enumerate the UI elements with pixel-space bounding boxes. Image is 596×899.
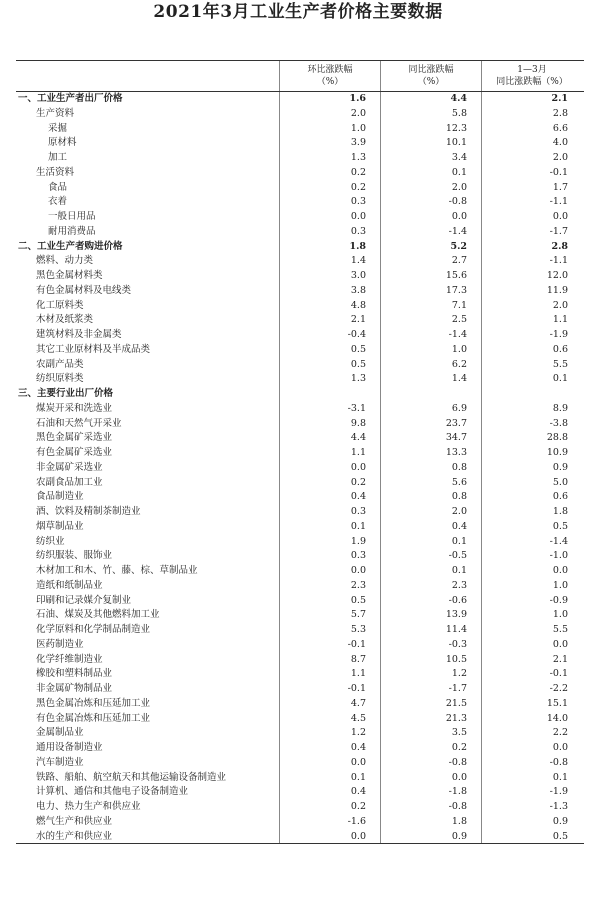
cell-ytd: 2.1 [481, 92, 582, 107]
cell-ytd: 0.9 [481, 815, 582, 830]
cell-yoy: 34.7 [380, 431, 481, 446]
cell-yoy: -1.7 [380, 682, 481, 697]
row-label: 印刷和记录媒介复制业 [36, 594, 132, 606]
table-row [16, 328, 584, 343]
cell-mom: 1.2 [279, 726, 380, 741]
table-row [16, 608, 584, 623]
cell-ytd: 0.5 [481, 830, 582, 845]
table-row [16, 579, 584, 594]
cell-mom: 4.5 [279, 712, 380, 727]
header-ytd-line2: 同比涨跌幅（%） [496, 77, 568, 87]
header-ytd-line1: 1—3月 [517, 65, 547, 75]
cell-yoy: 3.5 [380, 726, 481, 741]
cell-yoy: 1.4 [380, 372, 481, 387]
cell-ytd: 0.0 [481, 564, 582, 579]
table-header [16, 61, 584, 92]
cell-mom: 0.4 [279, 785, 380, 800]
row-label: 铁路、船舶、航空航天和其他运输设备制造业 [36, 771, 227, 783]
row-label: 纺织业 [36, 535, 65, 547]
table-row [16, 623, 584, 638]
cell-ytd: -3.8 [481, 417, 582, 432]
table-row [16, 638, 584, 653]
cell-ytd: 15.1 [481, 697, 582, 712]
cell-yoy: 7.1 [380, 299, 481, 314]
row-label: 化学原料和化学制品制造业 [36, 624, 151, 635]
cell-yoy: 17.3 [380, 284, 481, 299]
cell-ytd: 1.7 [481, 181, 582, 196]
cell-yoy: 2.7 [380, 254, 481, 269]
cell-mom: 1.0 [279, 122, 380, 137]
table-bottom-rule [16, 843, 584, 844]
row-label: 有色金属矿采选业 [36, 447, 113, 458]
table-row [16, 653, 584, 668]
cell-mom: 3.0 [279, 269, 380, 284]
cell-mom: 0.4 [279, 741, 380, 756]
cell-mom: 0.1 [279, 520, 380, 535]
row-label: 计算机、通信和其他电子设备制造业 [36, 786, 189, 798]
row-label: 加工 [48, 152, 68, 163]
cell-ytd: 8.9 [481, 402, 582, 417]
cell-yoy: 1.8 [380, 815, 481, 830]
row-label: 原材料 [48, 137, 77, 149]
cell-yoy: -0.8 [380, 195, 481, 210]
cell-yoy: 0.2 [380, 741, 481, 756]
cell-ytd: 11.9 [481, 284, 582, 299]
cell-ytd: 28.8 [481, 431, 582, 446]
cell-ytd: 1.1 [481, 313, 582, 328]
header-ytd [481, 61, 582, 91]
cell-mom: 0.1 [279, 771, 380, 786]
cell-yoy: 11.4 [380, 623, 481, 638]
cell-ytd [481, 387, 582, 402]
cell-mom: -0.4 [279, 328, 380, 343]
cell-mom: 1.3 [279, 151, 380, 166]
cell-mom: 3.8 [279, 284, 380, 299]
cell-ytd: 1.8 [481, 505, 582, 520]
cell-ytd: 2.8 [481, 107, 582, 122]
row-label: 农副产品类 [36, 358, 84, 370]
cell-ytd: -1.1 [481, 195, 582, 210]
cell-yoy: 10.5 [380, 653, 481, 668]
cell-ytd: 0.0 [481, 210, 582, 225]
table-row [16, 254, 584, 269]
cell-yoy: 0.9 [380, 830, 481, 845]
row-label: 化学纤维制造业 [36, 653, 103, 665]
cell-yoy: 10.1 [380, 136, 481, 151]
cell-mom: 0.2 [279, 476, 380, 491]
header-mom-line1: 环比涨跌幅 [307, 65, 353, 75]
table-row [16, 225, 584, 240]
cell-yoy: 4.4 [380, 92, 481, 107]
table-row [16, 549, 584, 564]
table-row [16, 564, 584, 579]
table-row [16, 372, 584, 387]
row-label: 有色金属材料及电线类 [36, 284, 132, 296]
cell-mom: 4.7 [279, 697, 380, 712]
table-row [16, 210, 584, 225]
row-label: 纺织服装、服饰业 [36, 550, 113, 562]
table-row [16, 830, 584, 845]
table-row [16, 697, 584, 712]
cell-yoy: 0.0 [380, 210, 481, 225]
cell-ytd: -0.1 [481, 667, 582, 682]
cell-ytd: 12.0 [481, 269, 582, 284]
row-label: 汽车制造业 [36, 756, 84, 768]
row-label: 黑色金属冶炼和压延加工业 [36, 697, 151, 709]
table-row [16, 387, 584, 402]
table-row [16, 535, 584, 550]
cell-ytd: 0.5 [481, 520, 582, 535]
table-row [16, 181, 584, 196]
row-label: 采掘 [48, 122, 68, 134]
table-row [16, 284, 584, 299]
table-row [16, 741, 584, 756]
row-label: 造纸和纸制品业 [36, 579, 103, 591]
cell-mom: 0.0 [279, 756, 380, 771]
cell-mom: 0.5 [279, 343, 380, 358]
table-row [16, 417, 584, 432]
cell-ytd: 5.0 [481, 476, 582, 491]
cell-yoy: 21.5 [380, 697, 481, 712]
cell-ytd: 2.0 [481, 299, 582, 314]
cell-ytd: 2.2 [481, 726, 582, 741]
row-label: 一般日用品 [48, 211, 96, 222]
row-label: 生活资料 [36, 166, 75, 178]
table-row [16, 431, 584, 446]
cell-yoy: 12.3 [380, 122, 481, 137]
cell-ytd: 0.1 [481, 771, 582, 786]
cell-mom: 1.4 [279, 254, 380, 269]
table-row [16, 446, 584, 461]
cell-yoy: 6.9 [380, 402, 481, 417]
header-blank [16, 61, 279, 91]
cell-mom: 5.7 [279, 608, 380, 623]
cell-yoy: 0.8 [380, 490, 481, 505]
row-label: 石油、煤炭及其他燃料加工业 [36, 609, 160, 621]
cell-ytd: 5.5 [481, 358, 582, 373]
cell-mom: 2.0 [279, 107, 380, 122]
cell-yoy: 2.0 [380, 181, 481, 196]
cell-yoy: 2.5 [380, 313, 481, 328]
cell-mom [279, 387, 380, 402]
cell-yoy: 0.4 [380, 520, 481, 535]
cell-yoy: -1.4 [380, 328, 481, 343]
table-row [16, 122, 584, 137]
cell-mom: 0.3 [279, 505, 380, 520]
cell-mom: -3.1 [279, 402, 380, 417]
cell-ytd: 1.0 [481, 608, 582, 623]
price-table [16, 60, 584, 844]
cell-yoy: 5.6 [380, 476, 481, 491]
cell-yoy: -0.3 [380, 638, 481, 653]
cell-mom: -0.1 [279, 682, 380, 697]
row-label: 一、工业生产者出厂价格 [18, 93, 123, 104]
cell-mom: 0.2 [279, 181, 380, 196]
row-label: 石油和天然气开采业 [36, 417, 122, 429]
cell-mom: 9.8 [279, 417, 380, 432]
row-label: 医药制造业 [36, 638, 84, 650]
cell-ytd: 0.9 [481, 461, 582, 476]
row-label: 水的生产和供应业 [36, 830, 113, 842]
cell-ytd: 0.6 [481, 343, 582, 358]
row-label: 黑色金属矿采选业 [36, 432, 113, 444]
cell-mom: 0.0 [279, 564, 380, 579]
row-label: 耐用消费品 [48, 225, 96, 237]
table-row [16, 520, 584, 535]
cell-ytd: 1.0 [481, 579, 582, 594]
row-label: 黑色金属材料类 [36, 270, 103, 281]
cell-ytd: 0.0 [481, 638, 582, 653]
cell-ytd: -1.9 [481, 328, 582, 343]
cell-mom: 1.6 [279, 92, 380, 107]
header-mom [279, 61, 380, 91]
table-row [16, 815, 584, 830]
cell-yoy: 0.1 [380, 535, 481, 550]
cell-ytd: -1.7 [481, 225, 582, 240]
cell-mom: 0.5 [279, 594, 380, 609]
cell-mom: 1.1 [279, 446, 380, 461]
cell-yoy: 2.0 [380, 505, 481, 520]
cell-yoy: 15.6 [380, 269, 481, 284]
row-label: 农副食品加工业 [36, 476, 103, 488]
cell-ytd: -2.2 [481, 682, 582, 697]
cell-mom: 1.3 [279, 372, 380, 387]
cell-yoy: -0.5 [380, 549, 481, 564]
row-label: 燃气生产和供应业 [36, 815, 113, 827]
header-mom-line2: （%） [316, 77, 344, 87]
table-row [16, 240, 584, 255]
table-row [16, 682, 584, 697]
row-label: 通用设备制造业 [36, 742, 103, 753]
row-label: 橡胶和塑料制品业 [36, 668, 113, 680]
cell-ytd: -0.8 [481, 756, 582, 771]
table-row [16, 107, 584, 122]
cell-mom: 0.2 [279, 166, 380, 181]
table-row [16, 476, 584, 491]
cell-mom: 3.9 [279, 136, 380, 151]
cell-yoy: 0.1 [380, 166, 481, 181]
cell-ytd: -1.3 [481, 800, 582, 815]
table-row [16, 505, 584, 520]
cell-mom: 1.9 [279, 535, 380, 550]
cell-mom: 1.1 [279, 667, 380, 682]
row-label: 生产资料 [36, 107, 75, 119]
cell-mom: 5.3 [279, 623, 380, 638]
cell-yoy: 5.2 [380, 240, 481, 255]
cell-yoy: -1.8 [380, 785, 481, 800]
cell-yoy: 6.2 [380, 358, 481, 373]
cell-yoy: 13.3 [380, 446, 481, 461]
cell-mom: 0.3 [279, 549, 380, 564]
table-row [16, 402, 584, 417]
row-label: 有色金属冶炼和压延加工业 [36, 712, 151, 724]
row-label: 煤炭开采和洗选业 [36, 402, 113, 414]
cell-ytd: -1.4 [481, 535, 582, 550]
cell-yoy: 21.3 [380, 712, 481, 727]
cell-yoy: 3.4 [380, 151, 481, 166]
row-label: 金属制品业 [36, 727, 84, 739]
cell-ytd: 2.0 [481, 151, 582, 166]
table-row [16, 358, 584, 373]
cell-ytd: -1.9 [481, 785, 582, 800]
table-row [16, 343, 584, 358]
cell-mom: 8.7 [279, 653, 380, 668]
cell-yoy: 0.0 [380, 771, 481, 786]
table-row [16, 490, 584, 505]
table-row [16, 726, 584, 741]
cell-mom: 4.8 [279, 299, 380, 314]
cell-yoy: 5.8 [380, 107, 481, 122]
cell-yoy: 13.9 [380, 608, 481, 623]
row-label: 其它工业原材料及半成品类 [36, 343, 151, 355]
cell-yoy: 23.7 [380, 417, 481, 432]
cell-ytd: 0.1 [481, 372, 582, 387]
header-yoy-line1: 同比涨跌幅 [408, 65, 454, 75]
table-row [16, 136, 584, 151]
table-row [16, 594, 584, 609]
table-row [16, 461, 584, 476]
row-label: 烟草制品业 [36, 520, 84, 532]
cell-ytd: -1.1 [481, 254, 582, 269]
cell-mom: 2.1 [279, 313, 380, 328]
cell-ytd: 4.0 [481, 136, 582, 151]
cell-mom: 4.4 [279, 431, 380, 446]
cell-ytd: 14.0 [481, 712, 582, 727]
page-title: 2021年3月工业生产者价格主要数据 [153, 2, 443, 22]
table-row [16, 269, 584, 284]
table-row [16, 785, 584, 800]
cell-ytd: -0.9 [481, 594, 582, 609]
row-label: 食品制造业 [36, 491, 84, 503]
row-label: 非金属矿采选业 [36, 461, 103, 473]
cell-yoy: 1.2 [380, 667, 481, 682]
cell-mom: 0.0 [279, 210, 380, 225]
cell-yoy [380, 387, 481, 402]
header-yoy-line2: （%） [417, 77, 445, 87]
cell-yoy: -0.8 [380, 800, 481, 815]
table-row [16, 166, 584, 181]
cell-mom: 1.8 [279, 240, 380, 255]
row-label: 纺织原料类 [36, 373, 84, 385]
cell-ytd: 6.6 [481, 122, 582, 137]
row-label: 衣着 [48, 196, 68, 208]
table-row [16, 756, 584, 771]
table-row [16, 151, 584, 166]
row-label: 木材加工和木、竹、藤、棕、草制品业 [36, 565, 198, 576]
row-label: 三、主要行业出厂价格 [18, 388, 114, 399]
cell-yoy: 0.1 [380, 564, 481, 579]
cell-ytd: -0.1 [481, 166, 582, 181]
cell-mom: 0.2 [279, 800, 380, 815]
table-row [16, 771, 584, 786]
cell-mom: 0.3 [279, 225, 380, 240]
cell-mom: -0.1 [279, 638, 380, 653]
table-row [16, 299, 584, 314]
cell-ytd: 2.8 [481, 240, 582, 255]
cell-mom: 0.0 [279, 830, 380, 845]
row-label: 电力、热力生产和供应业 [36, 801, 141, 812]
cell-mom: 0.3 [279, 195, 380, 210]
table-body [16, 92, 584, 844]
row-label: 木材及纸浆类 [36, 314, 94, 326]
cell-mom: 2.3 [279, 579, 380, 594]
table-row [16, 92, 584, 107]
cell-yoy: -0.6 [380, 594, 481, 609]
cell-mom: 0.4 [279, 490, 380, 505]
row-label: 非金属矿物制品业 [36, 683, 113, 694]
header-yoy [380, 61, 481, 91]
row-label: 二、工业生产者购进价格 [18, 240, 123, 252]
row-label: 燃料、动力类 [36, 255, 94, 267]
cell-yoy: -0.8 [380, 756, 481, 771]
table-row [16, 712, 584, 727]
table-row [16, 195, 584, 210]
table-row [16, 667, 584, 682]
row-label: 食品 [48, 181, 68, 193]
cell-ytd: 5.5 [481, 623, 582, 638]
cell-ytd: 10.9 [481, 446, 582, 461]
cell-ytd: 0.6 [481, 490, 582, 505]
row-label: 建筑材料及非金属类 [36, 329, 122, 340]
row-label: 酒、饮料及精制茶制造业 [36, 506, 141, 517]
row-label: 化工原料类 [36, 299, 84, 311]
cell-ytd: 0.0 [481, 741, 582, 756]
cell-mom: 0.5 [279, 358, 380, 373]
cell-yoy: 1.0 [380, 343, 481, 358]
table-row [16, 800, 584, 815]
cell-ytd: 2.1 [481, 653, 582, 668]
cell-yoy: 2.3 [380, 579, 481, 594]
table-row [16, 313, 584, 328]
cell-mom: -1.6 [279, 815, 380, 830]
cell-yoy: 0.8 [380, 461, 481, 476]
cell-yoy: -1.4 [380, 225, 481, 240]
cell-ytd: -1.0 [481, 549, 582, 564]
cell-mom: 0.0 [279, 461, 380, 476]
